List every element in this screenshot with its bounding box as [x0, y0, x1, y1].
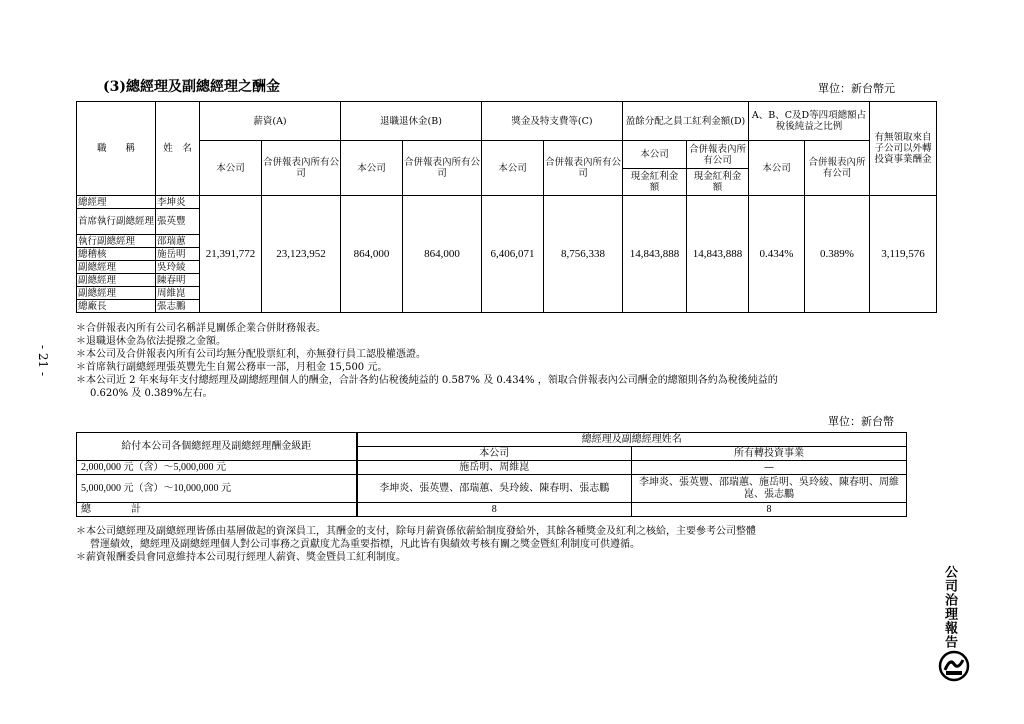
header-salary: 薪資(A) — [200, 102, 341, 141]
ratio-company-value: 0.434% — [749, 196, 805, 313]
total-invest: 8 — [632, 503, 907, 517]
pension-company-value: 864,000 — [341, 196, 403, 313]
other-value: 3,119,576 — [870, 196, 937, 313]
header-names: 總經理及副總經理姓名 — [357, 433, 907, 447]
header-cash-company: 現金紅利金 額 — [623, 169, 687, 196]
notes-block-1 — [76, 322, 906, 400]
header-profit-consolidated: 合併報表內所有公司 — [687, 141, 749, 169]
compensation-table — [76, 101, 937, 313]
header-ratio-company: 本公司 — [749, 141, 805, 196]
company-names-cell: 李坤炎、張英豐、邵瑞蕙、吳玲綾、陳春明、張志鵬 — [357, 475, 632, 503]
note: ＊本公司總經理及副總經理皆係由基層做起的資深員工，其酬金的支付，除每月薪資係依薪給制度發給外，其餘各種獎金及紅利之核給，主要參考公司整體 — [76, 526, 756, 537]
note: ＊首席執行副總經理張英豐先生自駕公務車一部，月租金 15,500 元。 — [76, 362, 388, 373]
header-profit-company: 本公司 — [623, 141, 687, 169]
header-range: 給付本公司各個總經理及副總經理酬金級距 — [77, 433, 357, 461]
range-cell: 5,000,000 元（含）～10,000,000 元 — [77, 475, 357, 503]
row-title: 副總經理 — [77, 274, 156, 287]
total-label: 總 計 — [77, 503, 357, 517]
notes-block-2 — [76, 525, 906, 564]
pension-consolidated-value: 864,000 — [403, 196, 482, 313]
row-title: 副總經理 — [77, 261, 156, 274]
row-name: 邵瑞蕙 — [156, 235, 200, 248]
page-title: (3)總經理及副總經理之酬金 — [103, 79, 280, 95]
profit-consolidated-value: 14,843,888 — [687, 196, 749, 313]
header-pension-company: 本公司 — [341, 141, 403, 196]
section-label: 公司治理報告 — [942, 565, 957, 649]
page-number: - 21 - — [36, 345, 50, 377]
row-title: 執行副總經理 — [77, 235, 156, 248]
note: ＊薪資報酬委員會同意維持本公司現行經理人薪資、獎金暨員工紅利制度。 — [76, 552, 406, 563]
header-ratio: A、B、C及D等四項總額占稅後純益之比例 — [749, 102, 870, 141]
total-company: 8 — [357, 503, 632, 517]
header-company: 本公司 — [357, 447, 632, 461]
header-cash-consolidated: 現金紅利金 額 — [687, 169, 749, 196]
row-title: 副總經理 — [77, 287, 156, 300]
note: ＊合併報表內所有公司名稱詳見關係企業合併財務報表。 — [76, 323, 326, 334]
salary-company-value: 21,391,772 — [200, 196, 262, 313]
bonus-company-value: 6,406,071 — [482, 196, 544, 313]
header-pension: 退職退休金(B) — [341, 102, 482, 141]
header-pension-consolidated: 合併報表內所有公司 — [403, 141, 482, 196]
unit-label-2: 單位：新台幣 — [828, 415, 894, 428]
header-salary-company: 本公司 — [200, 141, 262, 196]
row-name: 李坤炎 — [156, 196, 200, 209]
header-bonus: 獎金及特支費等(C) — [482, 102, 623, 141]
row-title: 首席執行副總經理 — [77, 209, 156, 235]
row-name: 周維崑 — [156, 287, 200, 300]
profit-company-value: 14,843,888 — [623, 196, 687, 313]
row-title: 總經理 — [77, 196, 156, 209]
note: 0.620% 及 0.389%左右。 — [90, 388, 213, 399]
compensation-range-table — [76, 432, 907, 517]
row-name: 陳春明 — [156, 274, 200, 287]
note: ＊本公司近 2 年來每年支付總經理及副總經理個人的酬金，合計各約佔稅後純益的 0.587% 及 0.434% ，領取合併報表內公司酬金的總額則各約為稅後純益的 — [76, 375, 778, 386]
note: ＊退職退休金為依法提撥之金額。 — [76, 336, 226, 347]
bonus-consolidated-value: 8,756,338 — [544, 196, 623, 313]
header-bonus-consolidated: 合併報表內所有公司 — [544, 141, 623, 196]
company-names-cell: 施岳明、周維崑 — [357, 461, 632, 475]
unit-label: 單位：新台幣元 — [818, 82, 895, 95]
header-profit: 盈餘分配之員工紅利金額(D) — [623, 102, 749, 141]
row-name: 張英豐 — [156, 209, 200, 235]
header-title: 職 稱 — [77, 102, 156, 196]
header-salary-consolidated: 合併報表內所有公司 — [262, 141, 341, 196]
note: 營運績效，總經理及副總經理個人對公司事務之貢獻度尤為重要指標，凡此皆有與績效考核有關之獎金暨紅利制度可供遵循。 — [90, 539, 640, 550]
note: ＊本公司及合併報表內所有公司均無分配股票紅利，亦無發行員工認股權憑證。 — [76, 349, 426, 360]
range-cell: 2,000,000 元（含）～5,000,000 元 — [77, 461, 357, 475]
row-title: 總廠長 — [77, 300, 156, 313]
invest-names-cell: 李坤炎、張英豐、邵瑞蕙、施岳明、吳玲綾、陳春明、周維崑、張志鵬 — [632, 475, 907, 503]
header-other: 有無領取來自子公司以外轉投資事業酬金 — [870, 102, 937, 196]
salary-consolidated-value: 23,123,952 — [262, 196, 341, 313]
company-logo-icon — [938, 650, 970, 682]
header-bonus-company: 本公司 — [482, 141, 544, 196]
row-name: 吳玲綾 — [156, 261, 200, 274]
header-ratio-consolidated: 合併報表內所有公司 — [805, 141, 870, 196]
ratio-consolidated-value: 0.389% — [805, 196, 870, 313]
header-name: 姓 名 — [156, 102, 200, 196]
invest-names-cell: — — [632, 461, 907, 475]
header-invest: 所有轉投資事業 — [632, 447, 907, 461]
row-name: 張志鵬 — [156, 300, 200, 313]
row-title: 總稽核 — [77, 248, 156, 261]
row-name: 施岳明 — [156, 248, 200, 261]
